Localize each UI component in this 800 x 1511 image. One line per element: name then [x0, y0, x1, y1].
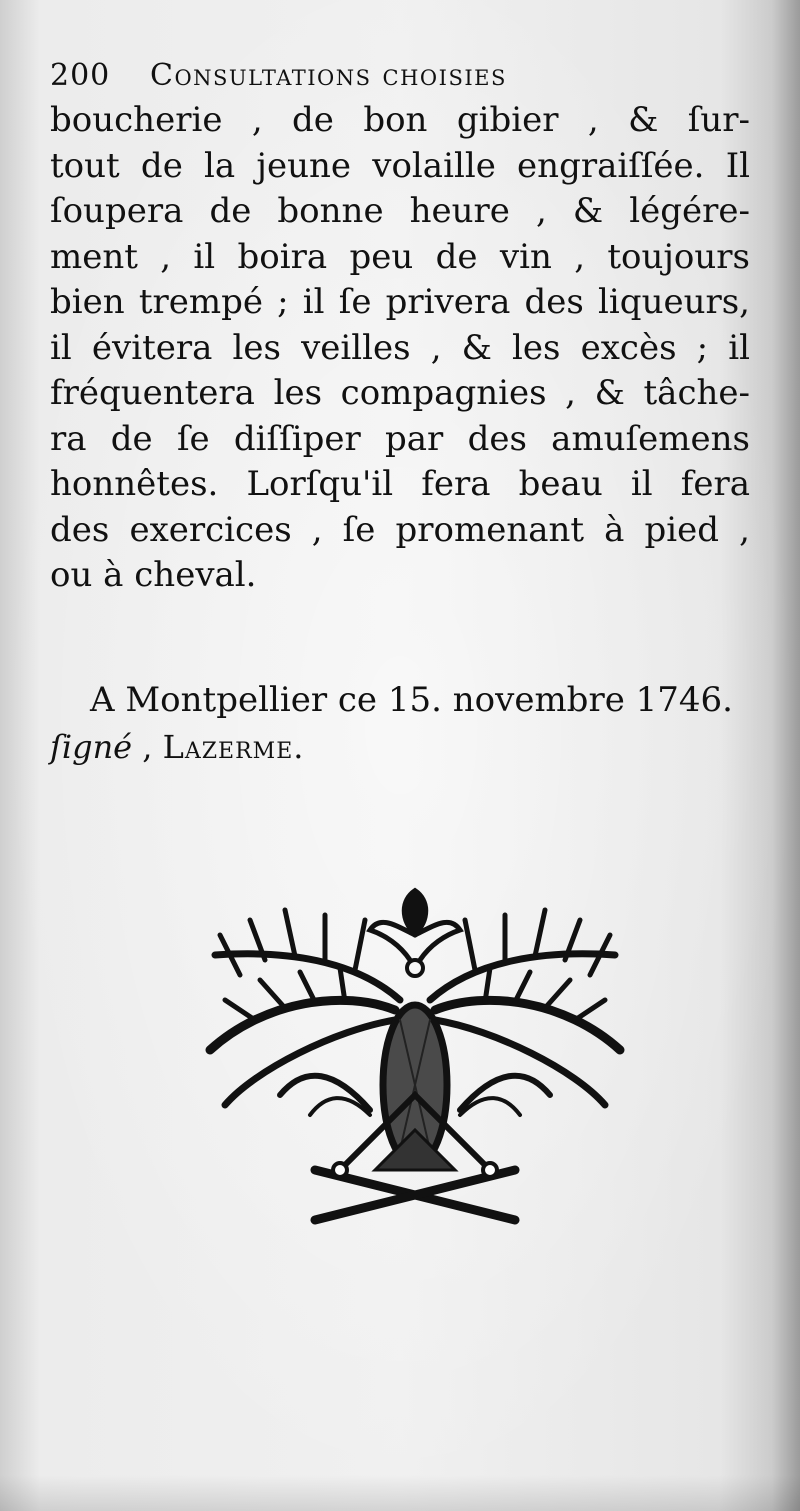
dateline: A Montpellier ce 15. novembre 1746. [90, 680, 733, 720]
text-line: honnêtes. Lorſqu'il fera beau il fera [50, 464, 750, 504]
text-line: ſoupera de bonne heure , & légére- [50, 191, 750, 231]
text-line: boucherie , de bon gibier , & ſur- [50, 100, 750, 140]
page-edge-shadow [772, 0, 800, 1511]
floral-fleuron-icon [195, 880, 635, 1250]
text-line: des exercices , ſe promenant à pied , [50, 509, 750, 550]
page-number: 200 [50, 58, 111, 93]
body-paragraph [50, 98, 750, 599]
text-line: bien trempé ; il ſe privera des liqueurs, [50, 282, 750, 322]
signature-separator: , [142, 728, 153, 766]
text-line: ra de ſe diſſiper par des amuſemens [50, 418, 750, 459]
text-line: tout de la jeune volaille engraiſſée. Il [50, 145, 750, 186]
text-line-last: ou à cheval. [50, 555, 257, 595]
running-header [50, 58, 750, 98]
author-name: Lazerme. [162, 728, 305, 766]
signed-word: ſigné [50, 728, 133, 766]
text-line: ment , il boira peu de vin , toujours [50, 236, 750, 277]
page-bottom-shadow [0, 1475, 800, 1511]
text-line: fréquentera les compagnies , & tâche- [50, 373, 750, 413]
text-line: il évitera les veilles , & les excès ; il [50, 327, 750, 368]
running-title: Consultations choisies [150, 58, 507, 93]
signature-line [50, 728, 550, 766]
